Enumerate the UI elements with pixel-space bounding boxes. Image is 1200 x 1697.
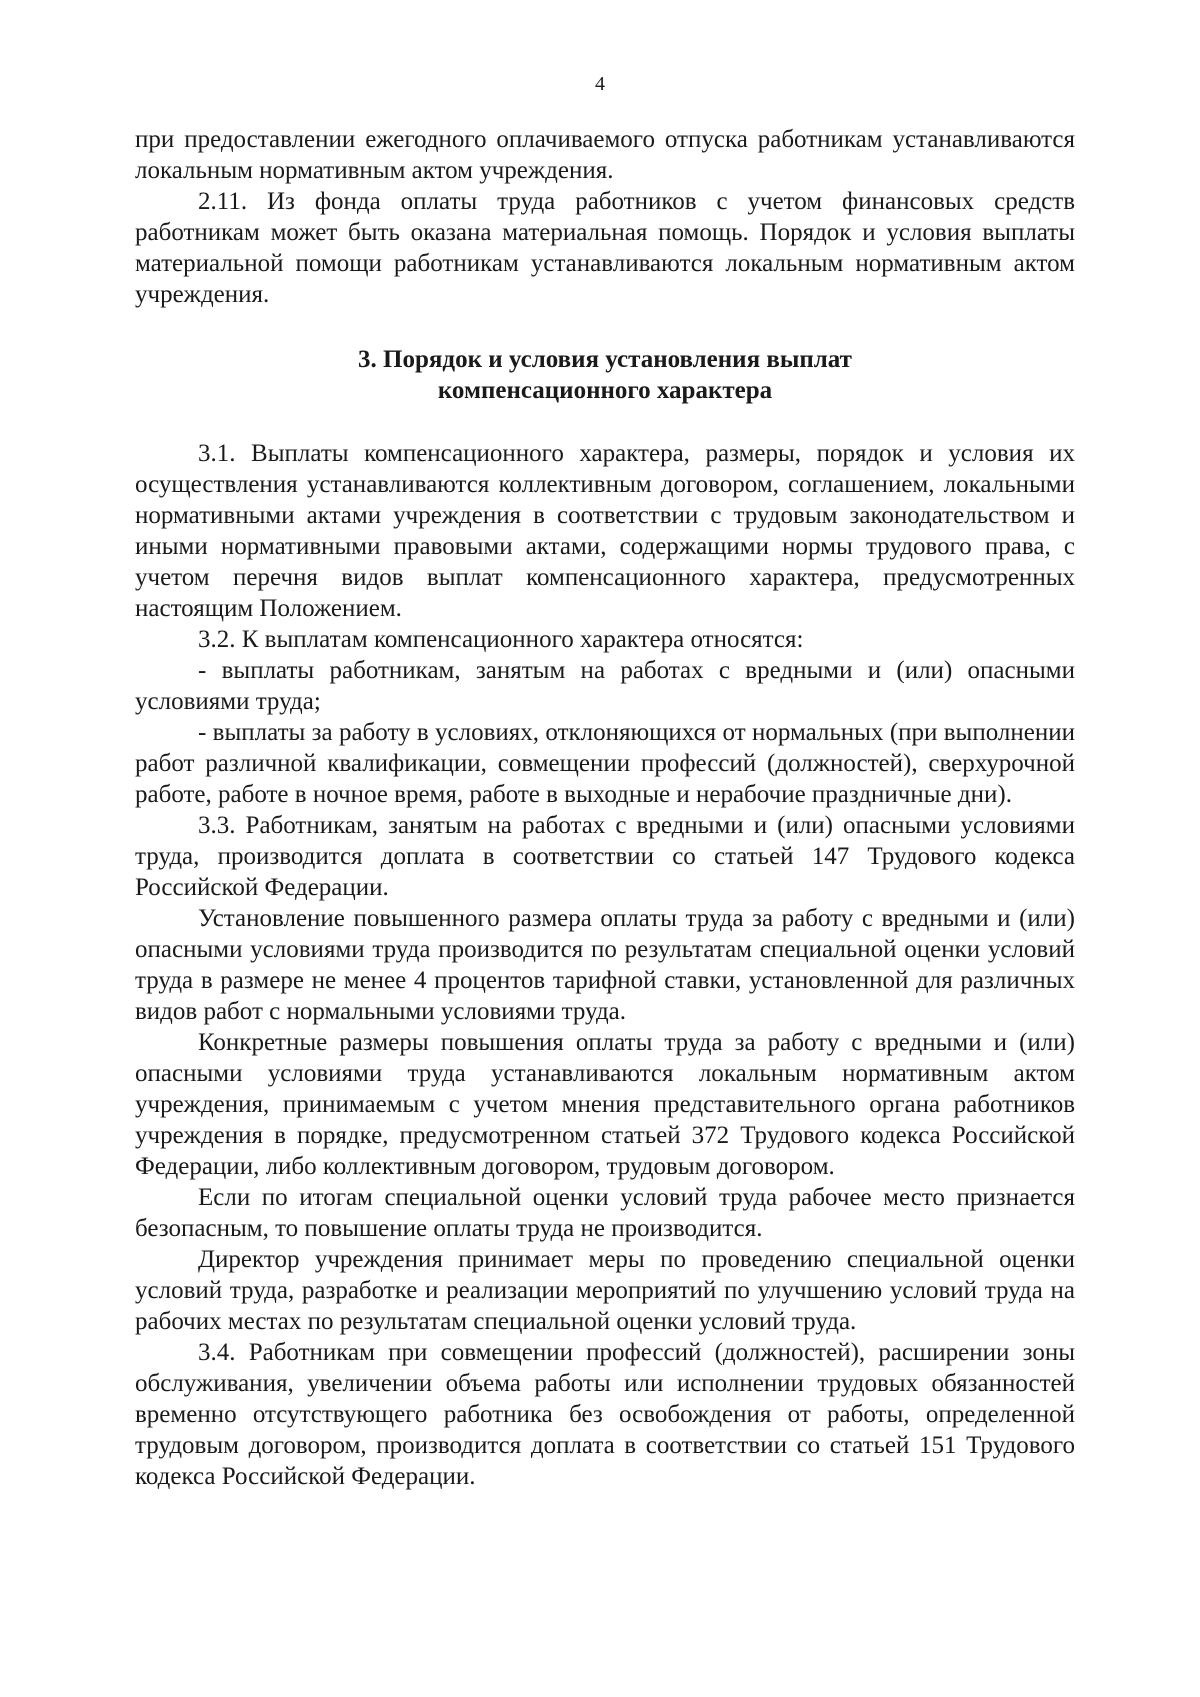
list-item-abnormal-conditions: - выплаты за работу в условиях, отклоняющихся от нормальных (при выполнении работ различной квалификации, совмещении профессий (должностей), сверхурочной работе, работе в ночное время, работе в выходные и нерабочие праздничные дни). bbox=[135, 719, 1075, 808]
paragraph-3-1: 3.1. Выплаты компенсационного характера, размеры, порядок и условия их осуществления устанавливаются коллективным договором, соглашением, локальными нормативными актами учреждения в соответствии с трудовым законодательством и иными нормативными правовыми актами, содержащими нормы трудового права, с учетом перечня видов выплат компенсационного характера, предусмотренных настоящим Положением. bbox=[135, 440, 1075, 622]
paragraph-continuation: при предоставлении ежегодного оплачиваемого отпуска работникам устанавливаются локальным нормативным актом учреждения. bbox=[135, 126, 1075, 184]
section-heading bbox=[135, 344, 1075, 406]
section-heading-line-2: компенсационного характера bbox=[437, 377, 773, 404]
section-heading-line-1: 3. Порядок и условия установления выплат bbox=[358, 346, 852, 373]
document-body bbox=[135, 124, 1075, 1492]
paragraph-3-2: 3.2. К выплатам компенсационного характера относятся: bbox=[198, 626, 804, 653]
paragraph-2-11: 2.11. Из фонда оплаты труда работников с учетом финансовых средств работникам может быть оказана материальная помощь. Порядок и условия выплаты материальной помощи работникам устанавливаются локальным нормативным актом учреждения. bbox=[135, 188, 1075, 308]
list-item-harmful-conditions: - выплаты работникам, занятым на работах с вредными и (или) опасными условиями труда; bbox=[135, 657, 1075, 715]
paragraph-3-3: 3.3. Работникам, занятым на работах с вредными и (или) опасными условиями труда, производится доплата в соответствии со статьей 147 Трудового кодекса Российской Федерации. bbox=[135, 812, 1075, 901]
paragraph-safe-workplace: Если по итогам специальной оценки условий труда рабочее место признается безопасным, то повышение оплаты труда не производится. bbox=[135, 1184, 1075, 1242]
page-number: 4 bbox=[595, 73, 605, 95]
paragraph-specific-amounts: Конкретные размеры повышения оплаты труда за работу с вредными и (или) опасными условиями труда устанавливаются локальным нормативным актом учреждения, принимаемым с учетом мнения представительного органа работников учреждения в порядке, предусмотренном статьей 372 Трудового кодекса Российской Федерации, либо коллективным договором, трудовым договором. bbox=[135, 1029, 1075, 1180]
paragraph-increased-pay: Установление повышенного размера оплаты труда за работу с вредными и (или) опасными условиями труда производится по результатам специальной оценки условий труда в размере не менее 4 процентов тарифной ставки, установленной для различных видов работ с нормальными условиями труда. bbox=[135, 905, 1075, 1025]
paragraph-director-measures: Директор учреждения принимает меры по проведению специальной оценки условий труда, разработке и реализации мероприятий по улучшению условий труда на рабочих местах по результатам специальной оценки условий труда. bbox=[135, 1246, 1075, 1335]
paragraph-3-4: 3.4. Работникам при совмещении профессий (должностей), расширении зоны обслуживания, увеличении объема работы или исполнении трудовых обязанностей временно отсутствующего работника без освобождения от работы, определенной трудовым договором, производится доплата в соответствии со статьей 151 Трудового кодекса Российской Федерации. bbox=[135, 1339, 1075, 1490]
